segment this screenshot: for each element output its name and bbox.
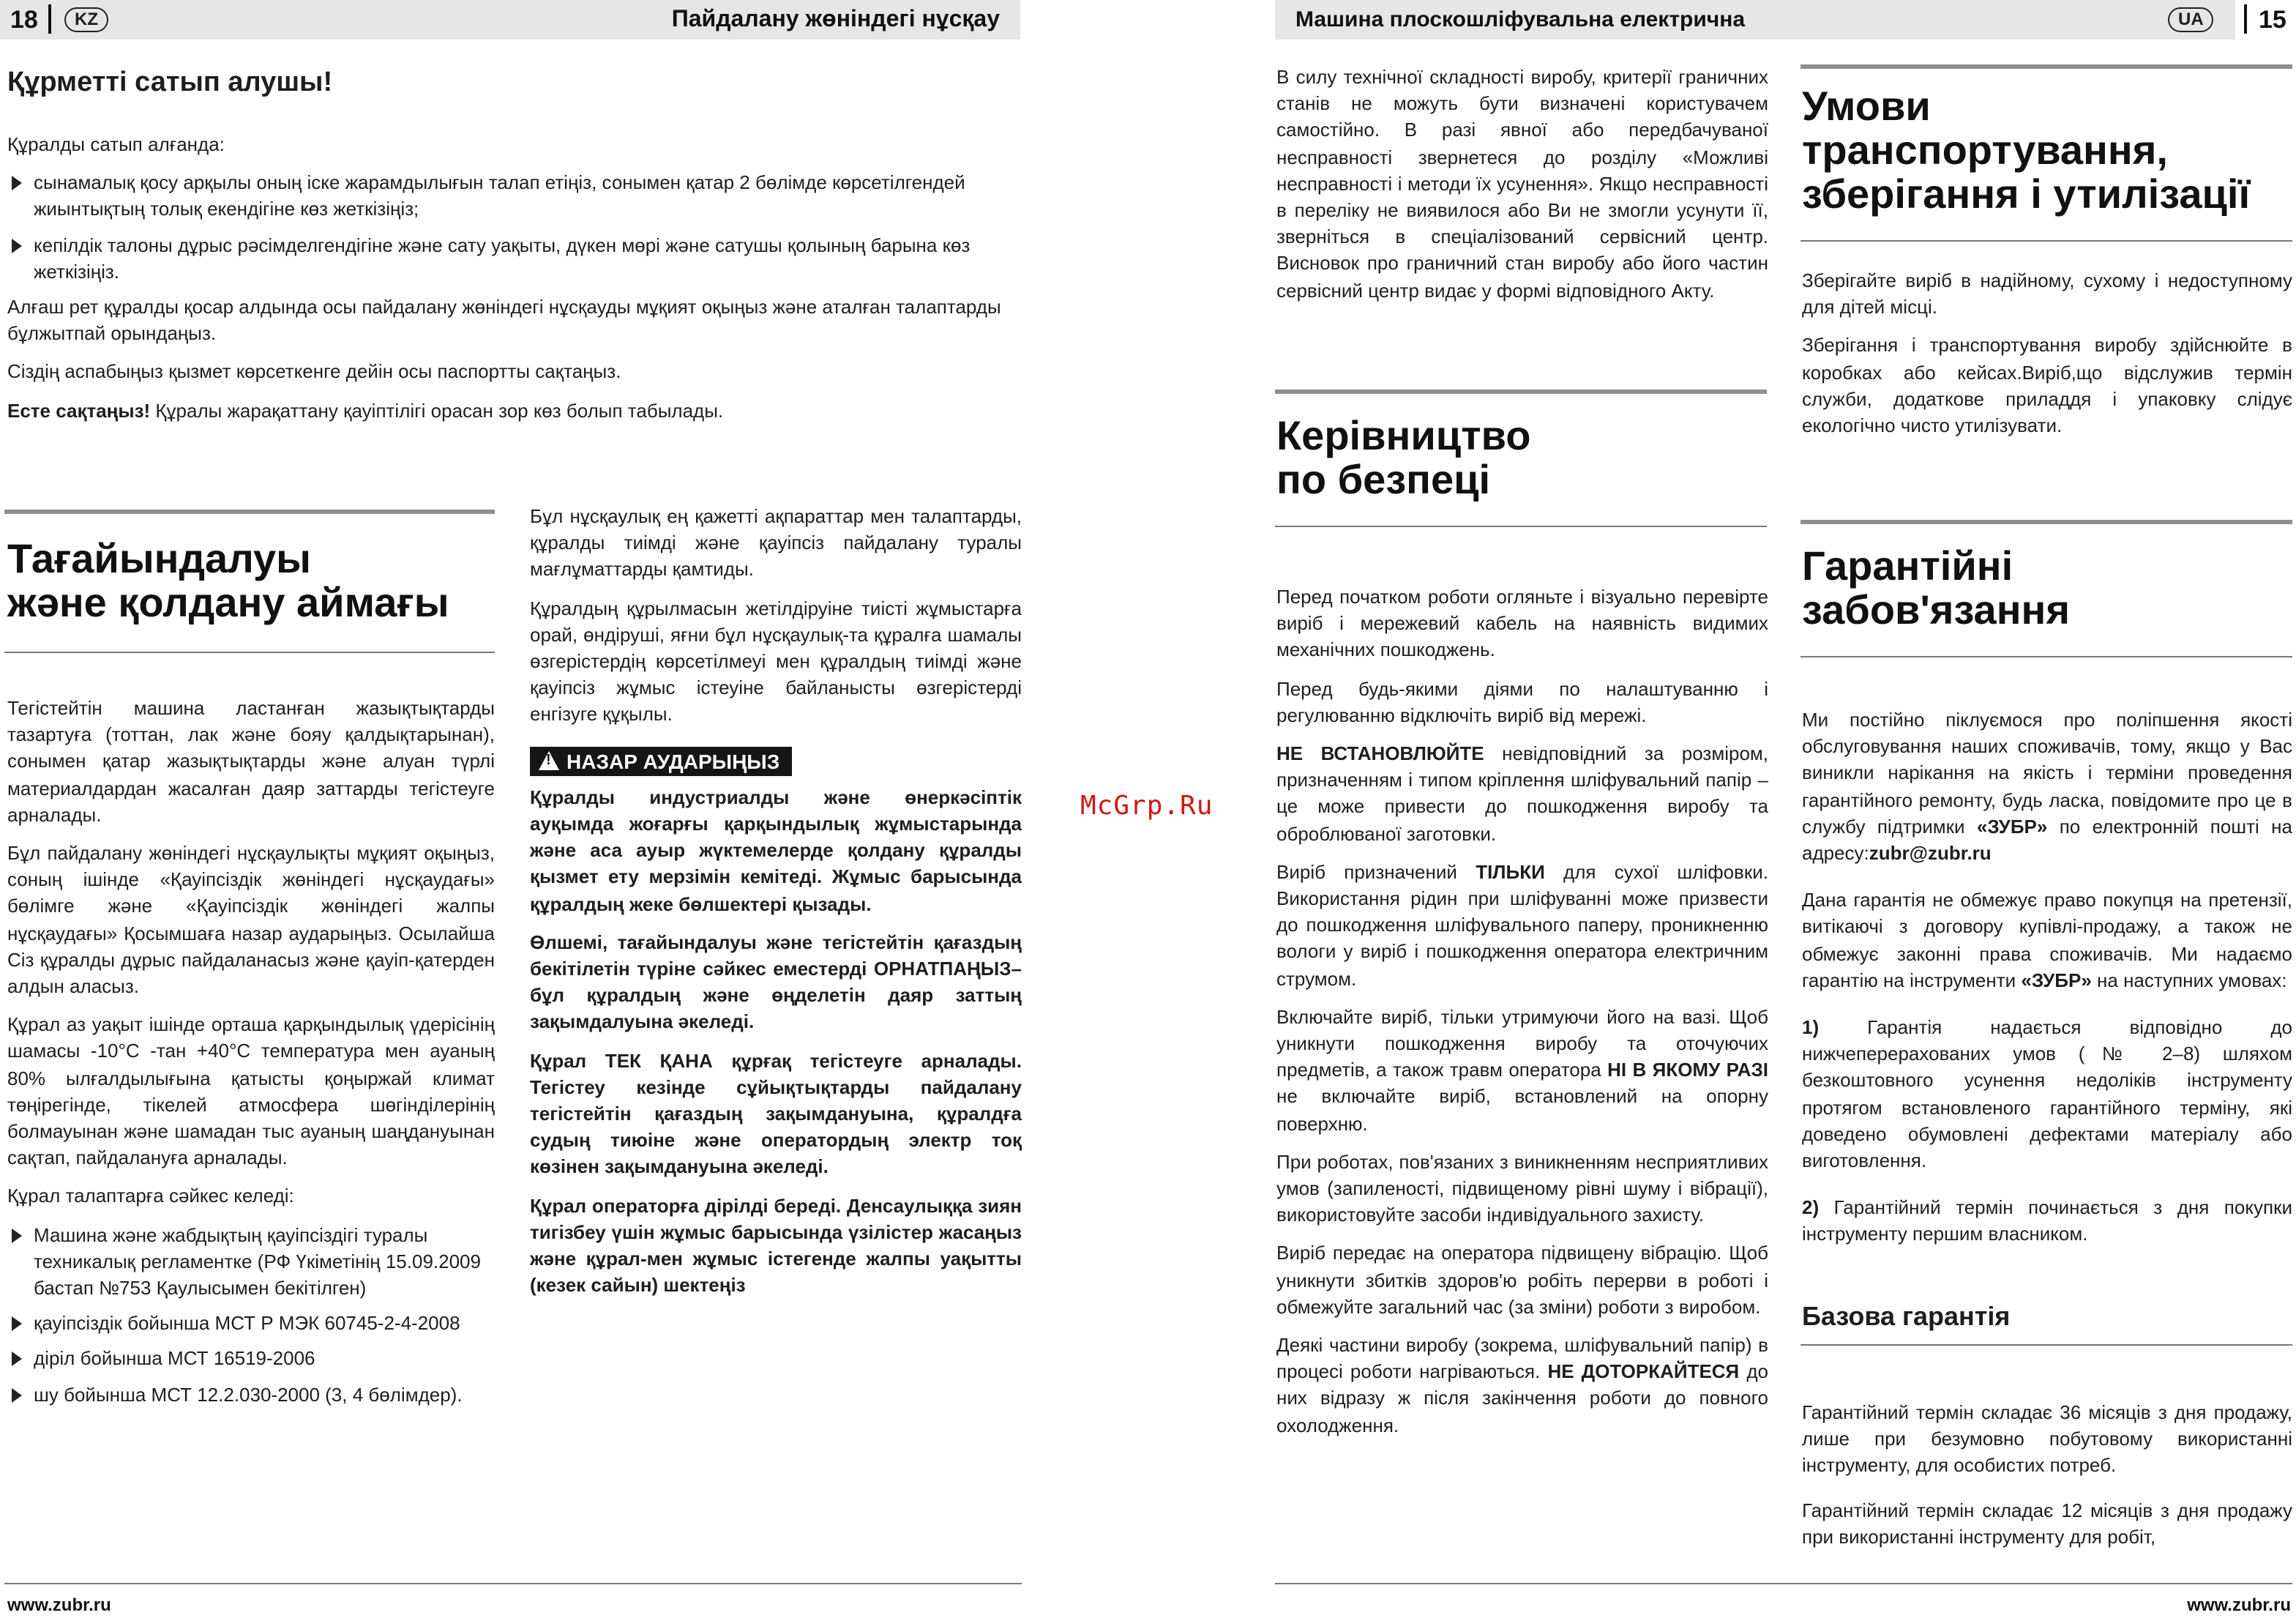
- footer-rule: [4, 1583, 1022, 1584]
- paragraph: Перед початком роботи огляньте і візуально перевірте виріб і мережевий кабель на наявність видимих механічних пошкоджень.: [1276, 586, 1768, 661]
- section-title-safety: [1276, 414, 1531, 502]
- lang-badge-kz: KZ: [64, 7, 108, 32]
- warning-paragraph: Құрал ТЕК ҚАНА құрғақ тегістеуге арналады. Тегістеу кезінде сұйықтықтарды пайдалану тегістейтін қағаздың зақымдануына, құралдға судың тиюіне және оператордың электр тоқ көзінен зақымдануына әкеледі.: [530, 1049, 1022, 1178]
- list-item: сынамалық қосу арқылы оның іске жарамдылығын талап етіңіз, сонымен қатар 2 бөлімде көрсетілгендей жиынтықтың толық екендігіне көз жеткізіңіз;: [7, 170, 1022, 223]
- right-header-title: Машина плоскошліфувальна електрична: [1295, 7, 1746, 32]
- warning-paragraph: Құралды индустриалды және өнеркәсіптік ауқымда жоғарғы қарқындылық жұмыстарында және аса ауыр жүктемелерде қолдану құралды қызмет ету мерзімін кемітеді. Жұмыс барысында құралдың жеке бөлшектері қызады.: [530, 786, 1022, 915]
- emphasis: НЕ ДОТОРКАЙТЕСЯ: [1547, 1360, 1740, 1383]
- text: по електронній пошті на адресу:: [1802, 815, 2292, 865]
- header-separator: [48, 4, 51, 34]
- paragraph: Құрал аз уақыт ішінде орташа қарқындылық үдерісінің шамасы -10°C -тан +40°C температура мен ауаның 80% ылғалдылығына қатысты қоңыржай климат төңірегінде, тікелей атмосфера шөгінділерінің болмауынан және шамадан тыс ауаның шаңдануынан сақтап, пайдалануға арналады.: [7, 1013, 495, 1169]
- paragraph: Зберігання і транспортування виробу здійснюйте в коробках або кейсах.Виріб,що відслужив термін служби, додаткове приладдя і упаковку слідує екологічно чисто утилізувати.: [1802, 334, 2292, 437]
- paragraph: [1276, 1004, 1768, 1138]
- paragraph: Құрал талаптарға сәйкес келеді:: [7, 1185, 294, 1207]
- item-number: 1): [1802, 1016, 1820, 1039]
- paragraph: Зберігайте виріб в надійному, сухому і недоступному для дітей місці.: [1802, 269, 2292, 318]
- section-title-line: Гарантійні: [1802, 543, 2013, 589]
- text: невідповідний за розміром, призначенням і типом кріплення шліфувальний папір – це може привести до пошкодження виробу та оброблюваної заготовки.: [1276, 742, 1769, 845]
- storage-text: [1802, 268, 2292, 451]
- paragraph: [1802, 1196, 2292, 1249]
- paragraph: Бұл пайдалану жөніндегі нұсқаулықты мұқият оқыңыз, соның ішінде «Қауіпсіздік жөніндегі нұсқаудағы» бөлімге және «Қауіпсіздік жөніндегі жалпы нұсқаудағы» Қосымшаға назар аударыңыз. Осылайша Сіз құралды дұрыс пайдаланасыз және қауіп-қатерден алдын аласыз.: [7, 842, 495, 998]
- text: на наступних умовах:: [2091, 969, 2287, 991]
- section-rule: [1800, 520, 2292, 524]
- text: Ми постійно піклуємося про поліпшення якості обслуговування наших споживачів, тому, якщо у Вас виникли нарікання на якість і терміни проведення гарантійного ремонту, будь ласка, повідомите про це в службу підтримки: [1802, 709, 2292, 838]
- paragraph: Бұл нұсқаулық ең қажетті ақпараттар мен талаптарды, құралды тиімді және қауіпсіз пайдалану туралы мағлұматтарды қамтиды.: [530, 505, 1022, 581]
- section-rule: [1800, 656, 2292, 657]
- text: Гарантія надається відповідно до нижчеперерахованих умов (№ 2–8) шляхом безкоштовного усунення недоліків інструменту протягом встановленого гарантійного терміну, які доведено обумовлені дефектами матеріалу або виготовлення.: [1802, 1016, 2292, 1172]
- section-title-line: Тағайындалуы: [7, 536, 311, 581]
- section-rule: [1800, 240, 2292, 242]
- section-title-line: по безпеці: [1276, 457, 1491, 502]
- left-column-2: [530, 504, 1022, 1311]
- right-column-1: [1276, 584, 1768, 1451]
- section-title-line: забов'язання: [1802, 587, 2071, 633]
- brand-name: «ЗУБР»: [1976, 815, 2048, 838]
- base-warranty-text: [1802, 1400, 2292, 1562]
- text: Гарантійний термін починається з дня покупки інструменту першим власником.: [1802, 1196, 2292, 1245]
- section-title-purpose: [7, 537, 449, 625]
- intro-lead: Құралды сатып алғанда:: [7, 133, 225, 155]
- paragraph: Виріб передає на оператора підвищену вібрацію. Щоб уникнути збитків здоров'ю робіть перерви в роботі і обмежуйте загальний час (за зміни) роботи з виробом.: [1276, 1242, 1768, 1318]
- warning-icon: !: [539, 750, 559, 769]
- paragraph: Гарантійний термін складає 36 місяців з дня продажу, лише при безумовно побутовому використанні інструменту, для особистих потреб.: [1802, 1401, 2292, 1477]
- section-title-line: зберігання і утилізації: [1802, 171, 2251, 217]
- paragraph: [1802, 1015, 2292, 1174]
- intro-block: [7, 132, 1022, 436]
- paragraph: В силу технічної складності виробу, критерії граничних станів не можуть бути визначені користувачем самостійно. В разі явної або передбачуваної несправності звернетеся до розділу «Можливі несправності і методи їх усунення». Якщо несправності в переліку не виявилося або Ви не змогли усунути її, зверніться в спеціалізований сервісний центр. Висновок про граничний стан виробу або його частин сервісний центр видає у формі відповідного Акту.: [1276, 66, 1768, 302]
- paragraph: [1276, 860, 1768, 993]
- list-item: Машина және жабдықтың қауіпсіздігі туралы техникалық регламентке (РФ Үкіметінің 15.09.2009 бастап №753 Қаулысымен бекітілген): [7, 1222, 495, 1302]
- paragraph: [1802, 887, 2292, 994]
- section-rule: [1800, 1344, 2292, 1346]
- warning-paragraph: Өлшемі, тағайындалуы және тегістейтін қағаздың бекітілетін түріне сәйкес еместерді ОРНАТПАҢЫЗ–бұл құралдың және өңделетін даяр заттың зақымдалуына әкеледі.: [530, 931, 1022, 1033]
- left-header-title: Пайдалану жөніндегі нұсқау: [671, 7, 1000, 32]
- intro-paragraph: Сіздің аспабыңыз қызмет көрсеткенге дейін осы паспортты сақтаңыз.: [7, 360, 621, 383]
- right-page-number: 15: [2259, 6, 2286, 34]
- right-column-1-top: [1276, 64, 1768, 316]
- paragraph: Гарантійний термін складає 12 місяців з дня продажу при використанні інструменту для робіт,: [1802, 1499, 2292, 1548]
- intro-paragraph: Алғаш рет құралды қосар алдында осы пайдалану жөніндегі нұсқауды мұқият оқыңыз және аталған талаптарды бұлжытпай орындаңыз.: [7, 296, 1001, 345]
- text: до них відразу ж після закінчення роботи до повного охолодження.: [1276, 1360, 1768, 1436]
- text: Включайте виріб, тільки утримуючи його на вазі. Щоб уникнути пошкодження виробу та оточуючих предметів, а також травм оператора: [1276, 1005, 1768, 1081]
- section-title-line: Умови: [1802, 83, 1931, 129]
- paragraph: Перед будь-якими діями по налаштуванню і регулюванню відключіть виріб від мережі.: [1276, 677, 1768, 726]
- brand-name: «ЗУБР»: [2021, 969, 2092, 991]
- note-text: Құралы жарақаттану қауіптілігі орасан зор көз болып табылады.: [150, 399, 724, 422]
- text: для сухої шліфовки. Використання рідин при шліфуванні може призвести до пошкодження шліфувального паперу, проникненню вологи у виріб і пошкодження оператора електричним струмом.: [1276, 860, 1768, 990]
- paragraph: [1276, 1332, 1768, 1439]
- warning-heading: [530, 746, 1022, 775]
- section-rule: [4, 510, 495, 514]
- warning-badge: [530, 746, 791, 775]
- section-rule: [1800, 64, 2292, 69]
- subheading-base-warranty: Базова гарантія: [1802, 1302, 2011, 1331]
- text: Дана гарантія не обмежує право покупця на претензії, витікаючі з договору купівлі-продажу, а також не обмежує законні права споживачів. Ми надаємо гарантію на інструменти: [1802, 889, 2292, 991]
- section-rule: [1275, 389, 1767, 394]
- warning-paragraph: Құрал операторға дірілді береді. Денсаулыққа зиян тигізбеу үшін жұмыс барысында үзілістер жасаңыз және құрал-мен жұмыс істегенде жалпы уақытты (кезек сайын) шектеңіз: [530, 1194, 1022, 1297]
- text: не включайте виріб, встановлений на опорну поверхню.: [1276, 1085, 1768, 1135]
- paragraph: При роботах, пов'язаних з виникненням несприятливих умов (запиленості, підвищеному рівні шуму і вібрації), використовуйте засоби індивідуального захисту.: [1276, 1150, 1768, 1226]
- section-title-line: және қолдану аймағы: [7, 580, 449, 625]
- paragraph: [1276, 741, 1768, 848]
- paragraph: Тегістейтін машина ластанған жазықтықтарды тазартуға (тоттан, лак және бояу қалдықтарынан), сонымен қатар жазықтықтарды және алуан түрлі материалдардан жасалған даяр заттарды тегістеуге арналады.: [7, 697, 495, 826]
- left-page-number: 18: [10, 6, 38, 34]
- intro-bullet-list: [7, 170, 1022, 286]
- header-separator: [2244, 4, 2246, 34]
- warning-text: [530, 785, 1022, 1300]
- footer-rule: [1275, 1583, 2292, 1584]
- emphasis: НЕ ВСТАНОВЛЮЙТЕ: [1276, 742, 1484, 765]
- text: Деякі частини виробу (зокрема, шліфувальний папір) в процесі роботи нагріваються.: [1276, 1334, 1768, 1383]
- intro-note: [7, 398, 1022, 424]
- list-item: діріл бойынша МСТ 16519-2006: [7, 1346, 495, 1373]
- list-item: кепілдік талоны дұрыс рәсімделгендігіне және сату уақыты, дүкен мөрі және сатушы қолының барына көз жеткізіңіз.: [7, 232, 1022, 286]
- section-title-line: транспортування,: [1802, 127, 2168, 173]
- emphasis: ТІЛЬКИ: [1476, 860, 1545, 883]
- item-number: 2): [1802, 1196, 1820, 1219]
- lang-badge-ua: UA: [2168, 7, 2214, 32]
- list-item: қауіпсіздік бойынша МСТ Р МЭК 60745-2-4-2008: [7, 1311, 495, 1338]
- section-title-storage: [1802, 85, 2250, 217]
- section-rule: [1275, 526, 1767, 527]
- warning-label: НАЗАР АУДАРЫҢЫЗ: [566, 749, 780, 773]
- left-column-1: [7, 696, 495, 1417]
- greeting: Құрметті сатып алушы!: [7, 67, 333, 98]
- paragraph: [1802, 707, 2292, 867]
- left-footer-url[interactable]: www.zubr.ru: [7, 1595, 111, 1615]
- standards-list: [7, 1222, 495, 1408]
- section-title-line: Керівництво: [1276, 413, 1531, 458]
- section-title-warranty: [1802, 545, 2070, 633]
- support-email[interactable]: zubr@zubr.ru: [1869, 842, 1992, 865]
- watermark: McGrp.Ru: [1080, 791, 1214, 821]
- paragraph: Құралдың құрылмасын жетілдіруіне тиісті жұмыстарға орай, өндіруші, яғни бұл нұсқаулық-та құралға шамалы өзгерістердің көрсетілмеуі мен құралдың тиімді және қауіпсіз жұмыс істеуіне байланысты өзгерістерді енгізуге құқылы.: [530, 597, 1022, 726]
- text: Виріб призначений: [1276, 860, 1476, 883]
- list-item: шу бойынша МСТ 12.2.030-2000 (3, 4 бөлімдер).: [7, 1382, 495, 1408]
- note-label: Есте сақтаңыз!: [7, 399, 151, 422]
- warranty-text: [1802, 707, 2292, 1260]
- emphasis: НІ В ЯКОМУ РАЗІ: [1607, 1059, 1769, 1081]
- section-rule: [4, 652, 495, 653]
- right-footer-url[interactable]: www.zubr.ru: [2187, 1595, 2291, 1615]
